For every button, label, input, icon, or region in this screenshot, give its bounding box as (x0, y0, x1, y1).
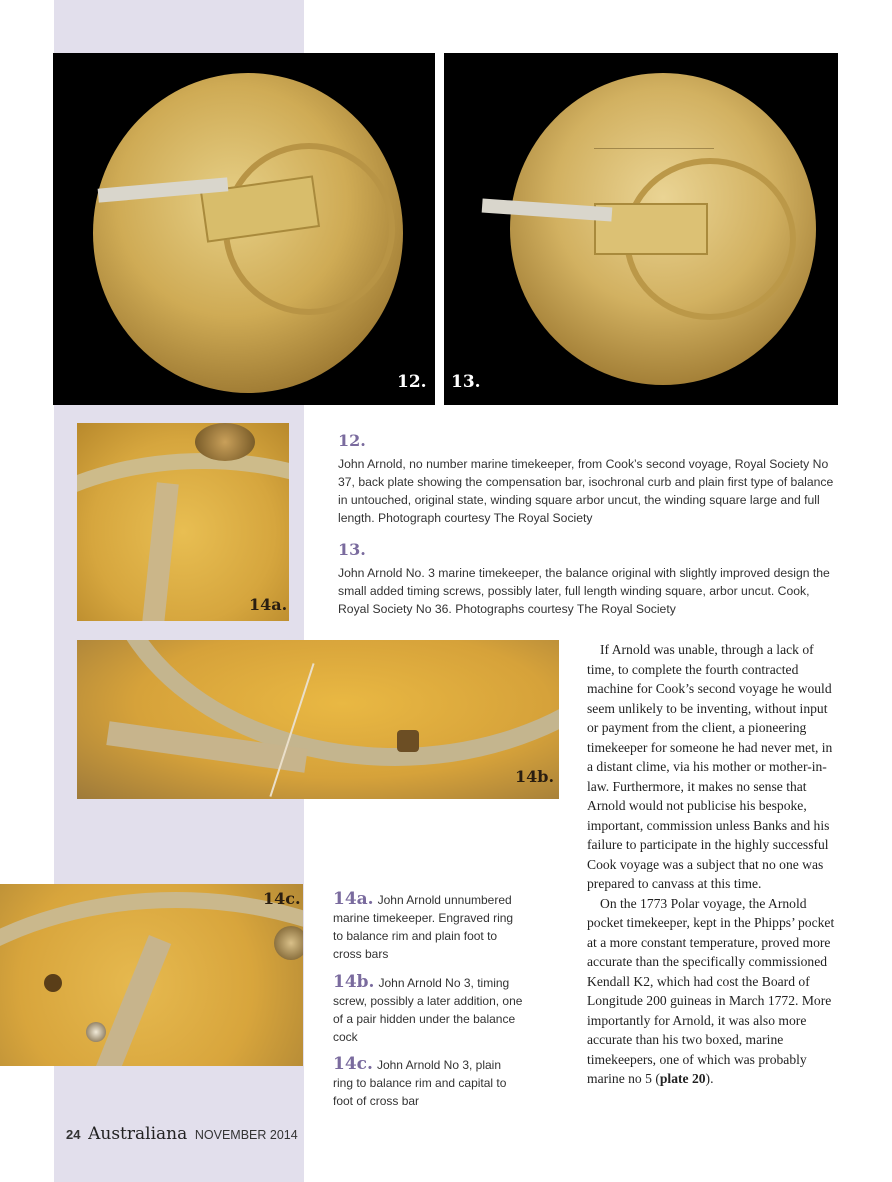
screw-14c-3 (274, 926, 303, 960)
photo-13 (444, 53, 838, 405)
plate-reference: plate 20 (659, 1071, 706, 1086)
page-number: 24 (66, 1127, 81, 1142)
photo-label-14c: 14c. (263, 889, 301, 908)
caption-14c-number: 14c. (333, 1054, 373, 1074)
caption-12-text: John Arnold, no number marine timekeeper, from Cook’s second voyage, Royal Society No 37, back plate showing the compensation bar, isochronal curb and plain first type of balance in untouched, original state, winding square arbor uncut, the winding square large and full length. Photograph courtesy The Royal Society (338, 457, 834, 525)
caption-14c-text: John Arnold No 3, plain ring to balance rim and capital to foot of cross bar (333, 1058, 507, 1108)
timing-screw-14b (397, 730, 419, 752)
screw-14c (44, 974, 62, 992)
body-paragraph-2 (587, 894, 837, 1089)
photo-label-14a: 14a. (249, 595, 288, 614)
caption-14a-text: John Arnold unnumbered marine timekeeper. Engraved ring to balance rim and plain foot to cross bars (333, 893, 514, 961)
issue-date: NOVEMBER 2014 (194, 1128, 298, 1142)
caption-14b-number: 14b. (333, 972, 375, 992)
caption-14c (333, 1055, 523, 1110)
screw-14a (195, 423, 255, 461)
caption-14a (333, 890, 523, 963)
photo-14b (77, 640, 559, 799)
body-paragraph-1: If Arnold was unable, through a lack of time, to complete the fourth contracted machine for Cook’s second voyage he would seem unlikely to be inventing, without input or payment from the client, a pioneering timekeeper for someone he had never met, in a distant clime, via his mother or mother-in-law. Furthermore, it makes no sense that Arnold would not publicise his bespoke, important, commission unless Banks and his failure to participate in the highly successful Cook voyage was a subject that no one was prepared to canvass at this time. (587, 642, 833, 891)
body-paragraph-2-text: On the 1773 Polar voyage, the Arnold pocket timekeeper, kept in the Phipps’ pocket at a more constant temperature, proved more accurate than the specifically commissioned Kendall K2, which had cost the Board of Longitude 200 guineas in March 1772. More importantly for Arnold, it was also more accurate than his two boxed, marine timekeepers, one of which was probably marine no 5 ( (587, 895, 835, 1086)
screw-14c-2 (86, 1022, 106, 1042)
photo-label-14b: 14b. (515, 767, 555, 786)
photo-14c (0, 884, 303, 1066)
caption-14a-number: 14a. (333, 889, 374, 909)
caption-14b-text: John Arnold No 3, timing screw, possibly a later addition, one of a pair hidden under the balance cock (333, 976, 523, 1044)
page-footer (66, 1124, 298, 1144)
caption-13-number: 13. (338, 540, 366, 559)
caption-12 (338, 430, 834, 527)
caption-12-number: 12. (338, 431, 366, 450)
magazine-title: Australiana (88, 1124, 188, 1144)
caption-13-text: John Arnold No. 3 marine timekeeper, the balance original with slightly improved design the small added timing screws, possibly later, full length winding square, arbor uncut. Cook, Royal Society No 36. Photographs courtesy The Royal Society (338, 566, 830, 616)
caption-13 (338, 539, 834, 618)
engraving-13 (594, 108, 714, 149)
body-paragraph-2-end: ). (705, 1071, 714, 1086)
photo-12 (53, 53, 435, 405)
photo-label-13: 13. (451, 372, 481, 392)
photo-label-12: 12. (397, 372, 427, 392)
article-body (587, 640, 837, 1089)
caption-14b (333, 973, 523, 1046)
photo-14a (77, 423, 289, 621)
